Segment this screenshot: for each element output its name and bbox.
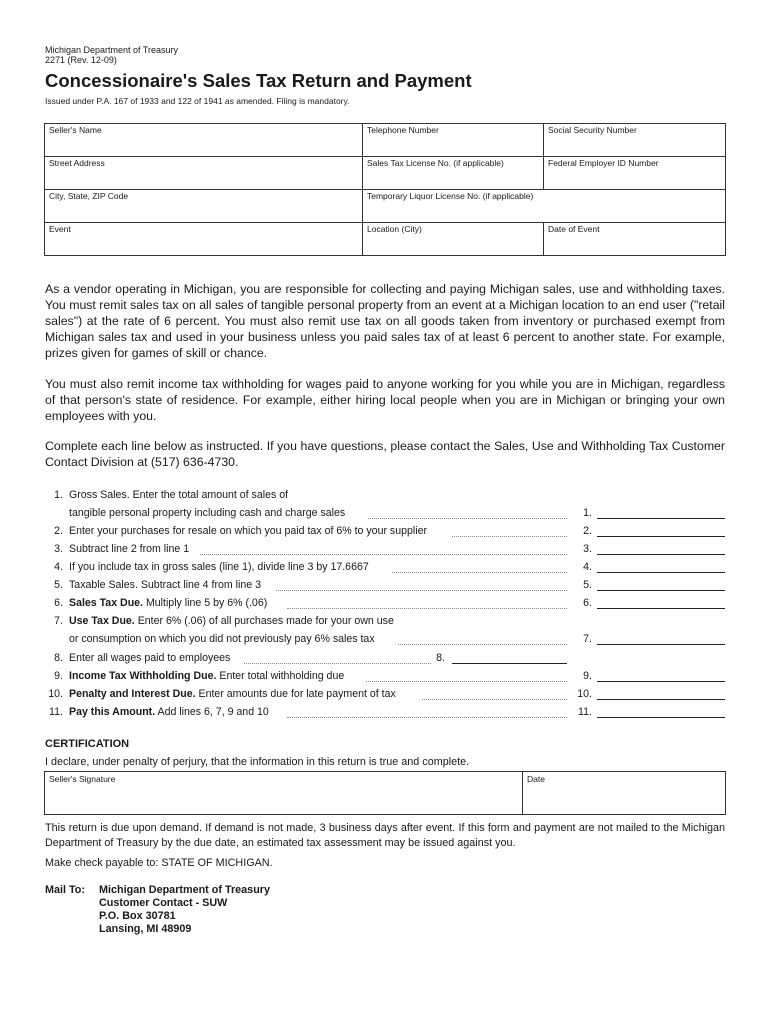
dot-leader: [287, 608, 567, 609]
certification-heading: CERTIFICATION: [45, 738, 130, 750]
line-number: 7.: [54, 615, 63, 627]
ssn-label: Social Security Number: [548, 125, 637, 135]
dot-leader: [276, 590, 567, 591]
amount-field[interactable]: [597, 572, 725, 573]
dot-leader: [200, 554, 567, 555]
line-bold-label: Penalty and Interest Due.: [69, 688, 196, 700]
line-bold-label: Pay this Amount.: [69, 706, 156, 718]
fein-label: Federal Employer ID Number: [548, 158, 659, 168]
date-of-event-label: Date of Event: [548, 224, 600, 234]
liquor-license-field[interactable]: [363, 190, 726, 223]
line-description: Add lines 6, 7, 9 and 10: [155, 706, 269, 718]
dot-leader: [452, 536, 567, 537]
sellers-name-field[interactable]: [45, 124, 363, 157]
line-text: Subtract line 2 from line 1: [69, 543, 190, 555]
instructions-paragraph-3: Complete each line below as instructed. If you have questions, please contact the Sales, Use and Withholding Tax Customer Contact Division at (517) 636-4730.: [45, 439, 725, 469]
line-bold-label: Use Tax Due.: [69, 615, 135, 627]
line-description: Enter amounts due for late payment of tax: [195, 688, 396, 700]
line-number: 10.: [48, 688, 63, 700]
dot-leader: [366, 681, 567, 682]
line-text: [69, 597, 267, 609]
amount-field[interactable]: [597, 699, 725, 700]
street-address-label: Street Address: [49, 158, 105, 168]
sellers-name-label: Seller's Name: [49, 125, 102, 135]
amount-line-number: 1.: [583, 507, 592, 519]
amount-line-number: 11.: [578, 706, 592, 718]
sales-tax-license-label: Sales Tax License No. (if applicable): [367, 158, 504, 168]
amount-line-number: 3.: [583, 543, 592, 555]
agency-name: Michigan Department of Treasury: [45, 45, 179, 55]
amount-line-number: 9.: [583, 670, 592, 682]
line-bold-label: Income Tax Withholding Due.: [69, 670, 217, 682]
wages-field[interactable]: [452, 663, 567, 664]
line-text: [69, 670, 344, 682]
ssn-field[interactable]: [544, 124, 726, 157]
line-description: Enter 6% (.06) of all purchases made for your own use: [134, 615, 394, 627]
mail-address-line: Lansing, MI 48909: [99, 923, 192, 935]
instructions-paragraph-2: You must also remit income tax withholding for wages paid to anyone working for you while you are in Michigan, regardless of that person's state of residence. For example, either hiring local people when you are in Michigan or bringing your own employees with you.: [45, 377, 725, 423]
line-number: 6.: [54, 597, 63, 609]
line-number: 9.: [54, 670, 63, 682]
amount-field[interactable]: [597, 681, 725, 682]
line-number: 1.: [54, 489, 63, 501]
line-number: 11.: [49, 706, 63, 718]
mail-address-line: Customer Contact - SUW: [99, 897, 228, 909]
form-number: 2271 (Rev. 12-09): [45, 55, 117, 65]
telephone-field[interactable]: [363, 124, 544, 157]
amount-line-number: 2.: [583, 525, 592, 537]
mail-address-line: Michigan Department of Treasury: [99, 884, 270, 896]
sales-tax-license-field[interactable]: [363, 157, 544, 190]
line-text: Enter your purchases for resale on which you paid tax of 6% to your supplier: [69, 525, 428, 537]
issued-note: Issued under P.A. 167 of 1933 and 122 of 1941 as amended. Filing is mandatory.: [45, 96, 350, 106]
amount-line-number: 8.: [436, 652, 445, 664]
amount-field[interactable]: [597, 536, 725, 537]
line-number: 5.: [54, 579, 63, 591]
amount-field[interactable]: [597, 644, 725, 645]
signature-grid: [44, 771, 726, 815]
line-text: [69, 615, 394, 627]
line-number: 8.: [54, 652, 63, 664]
event-field[interactable]: [45, 223, 363, 256]
amount-field[interactable]: [597, 608, 725, 609]
amount-line-number: 4.: [583, 561, 592, 573]
telephone-label: Telephone Number: [367, 125, 439, 135]
city-state-zip-label: City, State, ZIP Code: [49, 191, 129, 201]
dot-leader: [287, 717, 567, 718]
date-label: Date: [527, 774, 545, 784]
event-label: Event: [49, 224, 71, 234]
line-text: Taxable Sales. Subtract line 4 from line 3: [69, 579, 261, 591]
due-notice: This return is due upon demand. If demand is not made, 3 business days after event. If this form and payment are not mailed to the Michigan Department of Treasury by the due date, an estimated tax assessment may be issued against you.: [45, 822, 725, 849]
amount-line-number: 7.: [583, 633, 592, 645]
line-text: [69, 706, 269, 718]
mail-to-label: Mail To:: [45, 884, 85, 896]
line-description: Enter total withholding due: [216, 670, 345, 682]
amount-field[interactable]: [597, 518, 725, 519]
line-text: If you include tax in gross sales (line 1), divide line 3 by 17.6667: [69, 561, 369, 573]
form-title: Concessionaire's Sales Tax Return and Payment: [45, 70, 472, 91]
amount-field[interactable]: [597, 717, 725, 718]
location-field[interactable]: [363, 223, 544, 256]
mail-address-line: P.O. Box 30781: [99, 910, 176, 922]
dot-leader: [392, 572, 567, 573]
payable-to: Make check payable to: STATE OF MICHIGAN.: [45, 857, 273, 869]
line-description: Multiply line 5 by 6% (.06): [143, 597, 268, 609]
date-field[interactable]: [523, 772, 726, 815]
dot-leader: [422, 699, 567, 700]
line-number: 4.: [54, 561, 63, 573]
liquor-license-label: Temporary Liquor License No. (if applicable): [367, 191, 534, 201]
line-text: tangible personal property including cash and charge sales: [69, 507, 346, 519]
fein-field[interactable]: [544, 157, 726, 190]
amount-field[interactable]: [597, 554, 725, 555]
line-text: or consumption on which you did not previously pay 6% sales tax: [69, 633, 375, 645]
date-of-event-field[interactable]: [544, 223, 726, 256]
dot-leader: [398, 644, 567, 645]
street-address-field[interactable]: [45, 157, 363, 190]
seller-info-grid: [44, 123, 726, 256]
amount-field[interactable]: [597, 590, 725, 591]
amount-line-number: 10.: [577, 688, 592, 700]
line-number: 2.: [54, 525, 63, 537]
dot-leader: [244, 663, 431, 664]
amount-line-number: 5.: [583, 579, 592, 591]
certification-statement: I declare, under penalty of perjury, that the information in this return is true and complete.: [45, 756, 470, 768]
line-text: Gross Sales. Enter the total amount of sales of: [69, 489, 289, 501]
amount-line-number: 6.: [583, 597, 592, 609]
line-text: Enter all wages paid to employees: [69, 652, 231, 664]
signature-field[interactable]: [45, 772, 523, 815]
line-text: [69, 688, 396, 700]
city-state-zip-field[interactable]: [45, 190, 363, 223]
instructions-paragraph-1: As a vendor operating in Michigan, you are responsible for collecting and paying Michigan sales, use and withholding taxes. You must remit sales tax on all sales of tangible personal property from an event at a Michigan location to an end user ("retail sales") at the rate of 6 percent. You must also remit use tax on all goods taken from inventory or purchased exempt from Michigan sales tax and used in your business unless you paid sales tax of at least 6 percent to another state. For example, prizes given for games of skill or chance.: [45, 282, 725, 360]
line-number: 3.: [54, 543, 63, 555]
dot-leader: [368, 518, 567, 519]
signature-label: Seller's Signature: [49, 774, 116, 784]
line-bold-label: Sales Tax Due.: [69, 597, 143, 609]
location-label: Location (City): [367, 224, 422, 234]
